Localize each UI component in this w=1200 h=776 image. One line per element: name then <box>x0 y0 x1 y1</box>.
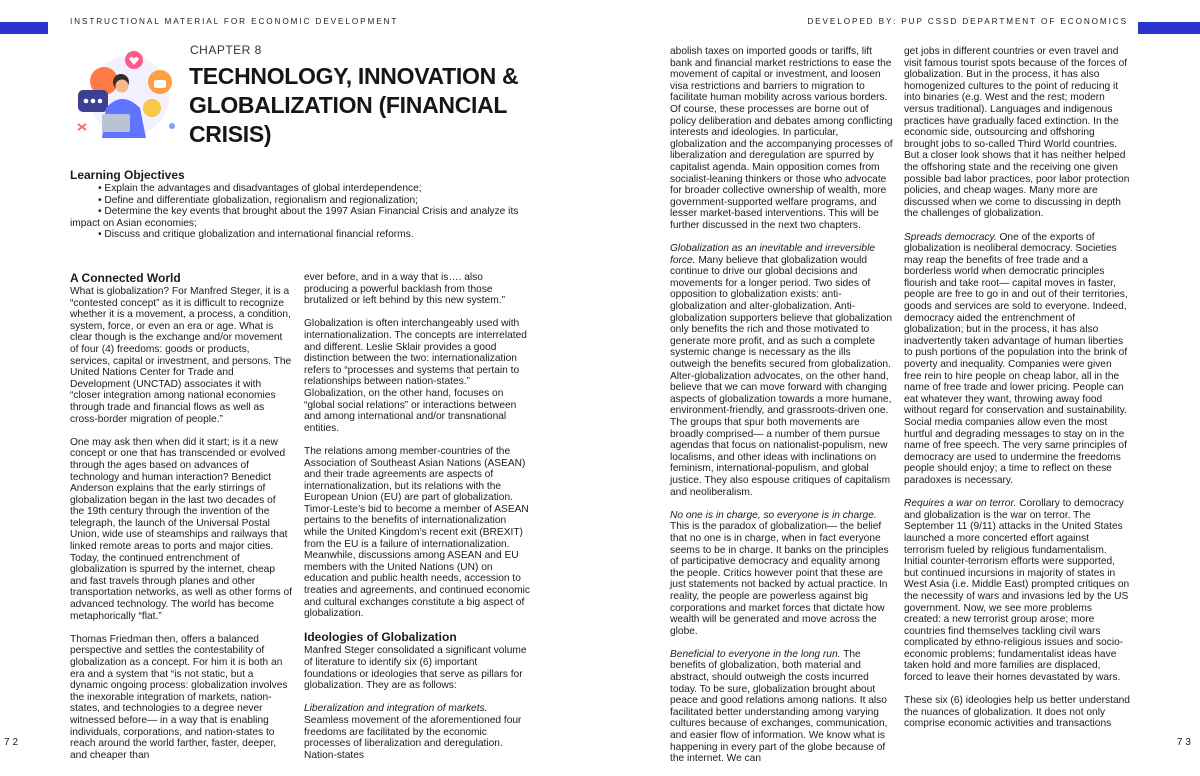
chapter-illustration <box>74 46 180 146</box>
paragraph: The relations among member-countries of the Association of Southeast Asian Nations (ASEAN) and their trade agreements are aspects of internationalization, but its relations with the European Union (EU) are part of globalization. Timor-Leste’s bid to become a member of ASEAN pertains to the benefits of internationalization while the United Kingdom’s recent exit (BREXIT) from the EU is a failure of internationalization. Meanwhile, discussions among ASEAN and EU members with the United Nations (UN) on education and public health needs, accession to treaties and agreements, and continued economic and cultural exchanges constitute a big aspect of globalization. <box>304 445 530 620</box>
paragraph-lead: Beneficial to everyone in the long run. <box>670 648 841 660</box>
section-heading-connected-world: A Connected World <box>70 271 181 285</box>
paragraph-lead: Liberalization and integration of markets. <box>304 703 488 715</box>
paragraph-lead: Requires a war on terror. <box>904 498 1017 510</box>
paragraph: Globalization as an inevitable and irreversible force. Many believe that globalization would continue to drive our global decisions and movements for a longer period. Two sides of opposition to globalization exists: anti-globalization and alter-globalization. Anti-globalization supporters believe that globalization only benefits the rich and those motivated to generate more profit, and as such a complete systemic change is necessary as the ills outweigh the benefits secured from globalization. Alter-globalization advocates, on the other hand, believe that we can move forward with changing aspects of globalization towards a more humane, environment-friendly, and grassroots-driven one. The groups that spur both movements are broadly comprised— a number of them pursue agendas that focus on nationalist-populism, new localisms, and other ideas with inclinations on feminism, international-populism, and global justice. They also espouse critiques of capitalism and neoliberalism. <box>670 243 893 498</box>
left-page-column-2 <box>304 272 530 761</box>
objective-item: • Determine the key events that brought about the 1997 Asian Financial Crisis and analyze its impact on Asian economies; <box>70 206 519 229</box>
paragraph: One may ask then when did it start; is it a new concept or one that has transcended or evolved through the ages based on advances of technology and human interaction? Benedict Anderson explains that the early stirrings of globalization began in the last two decades of the 19th century through the invention of the telegraph, the launch of the Universal Postal Union, wide use of steamships and railways that linked remote areas to ports and major cities. Today, the continued entrenchment of globalization is spurred by the internet, cheap and fast travels through planes and other transportation networks, as well as other forms of advanced technology. The world has become metaphorically “flat.” <box>70 436 292 622</box>
chapter-title: TECHNOLOGY, INNOVATION & GLOBALIZATION (FINANCIAL CRISIS) <box>189 63 519 147</box>
left-page-column-1 <box>70 272 292 761</box>
learning-objectives <box>70 168 540 241</box>
bell-icon <box>143 99 161 117</box>
paragraph: ever before, and in a way that is…. also producing a powerful backlash from those brutalized or left behind by this new system.” <box>304 272 506 307</box>
page-number-left: 72 <box>4 737 22 748</box>
paragraph: Globalization is often interchangeably used with internationalization. The concepts are interrelated and different. Leslie Sklair provides a good distinction between the two: internationalization refers to “processes and systems that pertain to relationships between nation-states.” Globalization, on the other hand, focuses on “global social relations” or interactions between and among international and/or transnational entities. <box>304 318 527 434</box>
paragraph: Beneficial to everyone in the long run. The benefits of globalization, both material and abstract, should outweigh the costs incurred today. To be sure, globalization brought about peace and good relations among nations. It also facilitated better understanding among varying cultures because of exchanges, communication, and easier flow of information. We know what is happening in every part of the globe because of the internet. We can <box>670 648 888 765</box>
running-header-left: INSTRUCTIONAL MATERIAL FOR ECONOMIC DEVELOPMENT <box>70 17 399 26</box>
paragraph: Requires a war on terror. Corollary to democracy and globalization is the war on terror. The September 11 (9/11) attacks in the United States launched a more concerted effort against terrorism fueled by religious fundamentalism. Initial counter-terrorism efforts were supported, but continued incursions in majority of states in West Asia (i.e. Middle East) prompted critiques on the necessity of wars and invasions led by the US government. Now, we see more problems created: a new terrorist group arose; more countries find themselves tackling civil wars complicated by ethno-religious issues and socio-economic problems; fundamentalist ideas have taken hold and more families are displaced, forced to leave their homes devastated by wars. <box>904 498 1130 684</box>
paragraph: Liberalization and integration of markets. Seamless movement of the aforementioned four freedoms are facilitated by the economic processes of liberalization and deregulation. Nation-states <box>304 703 522 761</box>
laptop-icon <box>102 114 130 132</box>
paragraph: What is globalization? For Manfred Steger, it is a “contested concept” as it is difficult to recognize whether it is a movement, a process, a condition, system, force, or even an era or age. What is clear though is the exchange and/or movement of four (4) freedoms: goods or products, services, capital or investment, and persons. The United Nations Center for Trade and Development (UNCTAD) associates it with “closer integration among national economies through trade and financial flows as well as cross-border migration of people.” <box>70 286 292 425</box>
objectives-heading: Learning Objectives <box>70 168 185 182</box>
objective-item: • Define and differentiate globalization, regionalism and regionalization; <box>98 194 418 206</box>
objective-item: • Discuss and critique globalization and international financial reforms. <box>98 229 414 241</box>
paragraph: Thomas Friedman then, offers a balanced perspective and settles the contestability of globalization as a concept. For him it is both an era and a system that “is not static, but a dynamic ongoing process: globalization involves the inexorable integration of markets, nation-states, and technologies to a degree never witnessed before— in a way that is enabling individuals, corporations, and nation-states to reach around the world farther, faster, deeper, and cheaper than <box>70 633 288 761</box>
objectives-list <box>70 183 540 241</box>
chapter-label: CHAPTER 8 <box>190 43 262 57</box>
paragraph: get jobs in different countries or even travel and visit famous tourist spots because of the forces of globalization. But in the process, it has also homogenized cultures to the point of reducing it into binaries (e.g. West and the rest; modern versus traditional). Languages and indigenous practices have gradually faced extinction. In the economic side, outsourcing and offshoring brought jobs to so-called Third World countries. But a closer look shows that it has neither helped the offshoring state and the receiving one given possible bad labor practices, poor labor protection policies, and cheap wages. Many more are discussed when we come to discussing in depth the challenges of globalization. <box>904 46 1130 220</box>
paragraph: abolish taxes on imported goods or tariffs, lift bank and financial market restrictions to ease the movement of capital or investment, and loosen visa restrictions and barriers to migration to facilitate human mobility across various borders. Of course, these processes are borne out of policy deliberation and debates among conflicting interests and ideologies. In particular, globalization and the accompanying processes of liberalization and deregulation are spurred by capitalist agenda. Main opposition comes from socialist-leaning thinkers or those who advocate for broader collective ownership of wealth, more government-supported welfare programs, and lesser market-based interventions. This will be further discussed in the next two chapters. <box>670 46 893 231</box>
right-page-column-1 <box>670 46 894 765</box>
paragraph-lead: No one is in charge, so everyone is in charge. <box>670 509 877 521</box>
header-accent-bar-left <box>0 22 48 34</box>
running-header-right: DEVELOPED BY: PUP CSSD DEPARTMENT OF ECONOMICS <box>807 17 1128 26</box>
section-heading-ideologies: Ideologies of Globalization <box>304 630 457 645</box>
objective-item: • Explain the advantages and disadvantages of global interdependence; <box>98 183 422 194</box>
paragraph-lead: Globalization as an inevitable and irreversible force. <box>670 243 875 266</box>
paragraph: Spreads democracy. One of the exports of globalization is neoliberal democracy. Societies may reap the benefits of free trade and a borderless world when democratic principles flourish and take root— capital moves in faster, people are free to go in and out of their territories, goods and services are sold to everyone. Indeed, democracy aided the entrenchment of globalization; but in the process, it has also inadvertently taken advantage of human liberties to push portions of the population into the brink of poverty and inequality. Companies were given free rein to hire people on cheap labor, all in the name of free trade and lower pricing. People can eat whatever they want, throwing away food without regard for conservation and sustainability. Social media companies allow even the most hurtful and degrading messages to stay on in the name of free speech. The very same principles of democracy are used to undermine the freedoms people should enjoy; a time to reflect on these paradoxes is necessary. <box>904 231 1128 486</box>
paragraph-lead: Spreads democracy. <box>904 231 997 243</box>
paragraph: No one is in charge, so everyone is in charge. This is the paradox of globalization— the belief that no one is in charge, when in fact everyone seems to be in charge. It banks on the principles of participative democracy and equality among the people. Critics however point that these are just statements not backed by actual practice. In reality, the people are powerless against big corporations and market forces that dictate how wealth will be generated and move across the globe. <box>670 509 889 637</box>
page-number-right: 73 <box>1176 737 1194 748</box>
right-page-column-2 <box>904 46 1130 730</box>
paragraph: Manfred Steger consolidated a significant volume of literature to identify six (6) important foundations or ideologies that serve as pillars for globalization. They are as follows: <box>304 645 527 692</box>
header-accent-bar-right <box>1138 22 1200 34</box>
paragraph: These six (6) ideologies help us better understand the nuances of globalization. It does not only comprise economic activities and transactions <box>904 695 1130 730</box>
